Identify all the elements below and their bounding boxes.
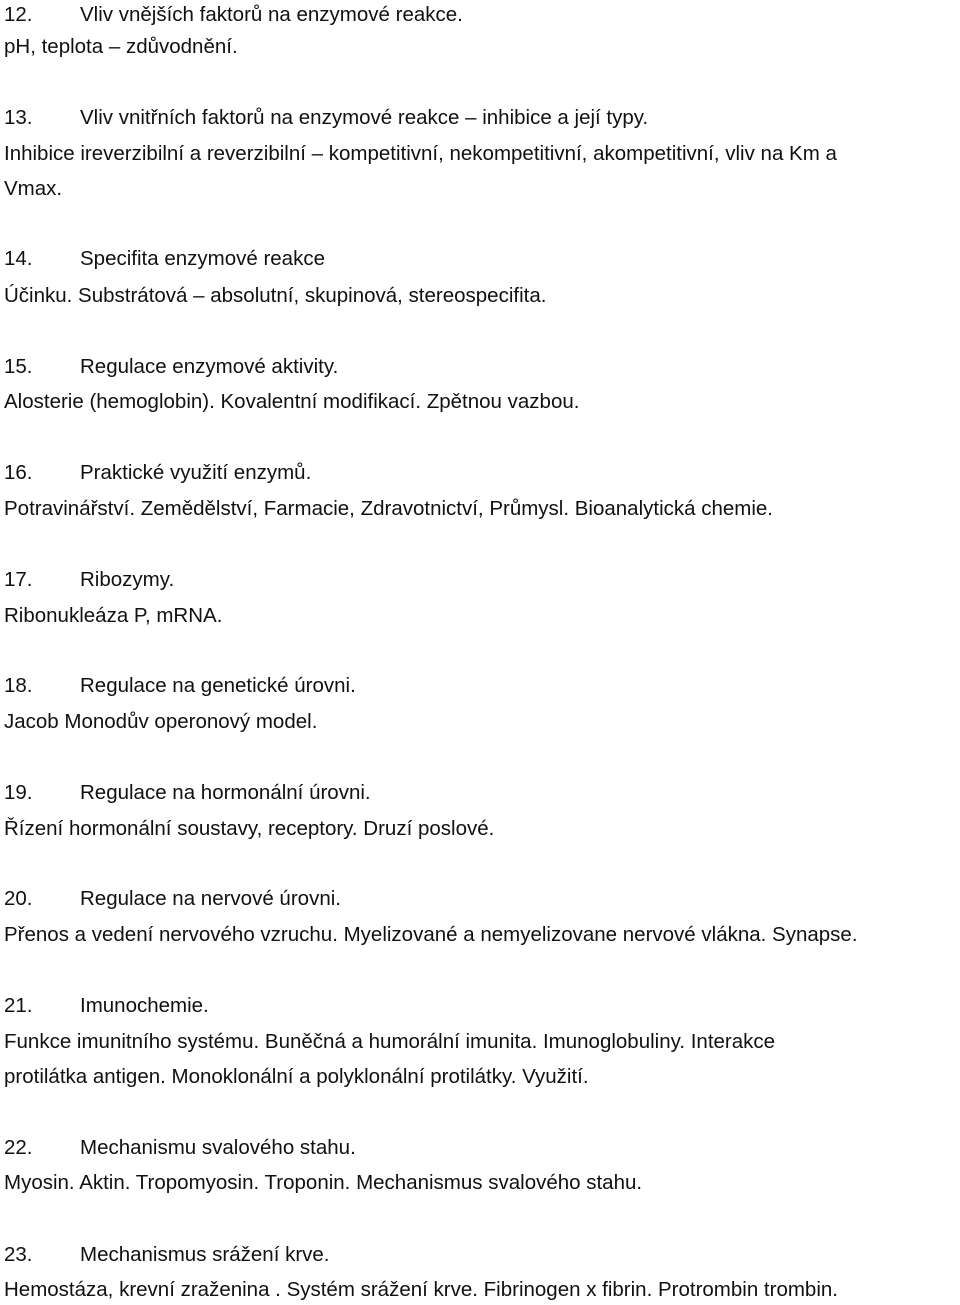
- section-number: 14.: [4, 247, 33, 270]
- section-heading-19: [4, 778, 371, 808]
- section-title: Regulace na nervové úrovni.: [80, 887, 341, 910]
- section-heading-23: [4, 1240, 330, 1270]
- section-title: Praktické využití enzymů.: [80, 461, 312, 484]
- section-text: Vmax.: [4, 177, 63, 200]
- section-body-12-line-1: [4, 32, 238, 62]
- section-text: Hemostáza, krevní zraženina . Systém srážení krve. Fibrinogen x fibrin. Protrombin trombin.: [4, 1278, 838, 1301]
- section-body-13-line-1: [4, 139, 837, 169]
- section-body-21-line-1: [4, 1027, 775, 1057]
- section-text: pH, teplota – zdůvodnění.: [4, 35, 238, 58]
- section-text: protilátka antigen. Monoklonální a polyklonální protilátky. Využití.: [4, 1065, 589, 1088]
- section-number: 23.: [4, 1243, 33, 1266]
- section-body-21-line-2: [4, 1062, 589, 1092]
- section-text: Potravinářství. Zemědělství, Farmacie, Zdravotnictví, Průmysl. Bioanalytická chemie.: [4, 497, 774, 520]
- section-number: 15.: [4, 355, 33, 378]
- section-title: Vliv vnějších faktorů na enzymové reakce.: [80, 3, 463, 26]
- section-body-19-line-1: [4, 814, 494, 844]
- section-number: 16.: [4, 461, 33, 484]
- section-body-23-line-1: [4, 1275, 838, 1305]
- section-title: Mechanismu svalového stahu.: [80, 1136, 356, 1159]
- section-heading-22: [4, 1133, 356, 1163]
- section-heading-16: [4, 458, 311, 488]
- section-text: Alosterie (hemoglobin). Kovalentní modifikací. Zpětnou vazbou.: [4, 390, 580, 413]
- section-title: Specifita enzymové reakce: [80, 247, 325, 270]
- section-number: 13.: [4, 106, 33, 129]
- section-text: Funkce imunitního systému. Buněčná a humorální imunita. Imunoglobuliny. Interakce: [4, 1030, 776, 1053]
- section-text: Přenos a vedení nervového vzruchu. Myelizované a nemyelizovane nervové vlákna. Synapse.: [4, 923, 858, 946]
- section-number: 18.: [4, 674, 33, 697]
- section-text: Řízení hormonální soustavy, receptory. Druzí poslové.: [4, 817, 495, 840]
- section-text: Účinku. Substrátová – absolutní, skupinová, stereospecifita.: [4, 284, 547, 307]
- section-text: Ribonukleáza P, mRNA.: [4, 604, 223, 627]
- section-title: Regulace enzymové aktivity.: [80, 355, 339, 378]
- section-number: 12.: [4, 3, 33, 26]
- section-heading-13: [4, 103, 648, 133]
- section-text: Inhibice ireverzibilní a reverzibilní – kompetitivní, nekompetitivní, akompetitivní, vliv na Km a: [4, 142, 837, 165]
- section-body-18-line-1: [4, 707, 317, 737]
- section-body-22-line-1: [4, 1168, 642, 1198]
- section-body-15-line-1: [4, 387, 579, 417]
- section-title: Regulace na genetické úrovni.: [80, 674, 356, 697]
- section-body-20-line-1: [4, 920, 858, 950]
- section-heading-20: [4, 884, 341, 914]
- section-heading-12: [4, 0, 463, 30]
- section-number: 17.: [4, 568, 33, 591]
- section-heading-18: [4, 671, 356, 701]
- section-body-14-line-1: [4, 281, 546, 311]
- section-heading-21: [4, 991, 209, 1021]
- section-heading-17: [4, 565, 174, 595]
- section-heading-14: [4, 244, 325, 274]
- section-title: Imunochemie.: [80, 994, 209, 1017]
- section-number: 21.: [4, 994, 33, 1017]
- section-title: Ribozymy.: [80, 568, 175, 591]
- section-number: 19.: [4, 781, 33, 804]
- section-heading-15: [4, 352, 338, 382]
- section-title: Vliv vnitřních faktorů na enzymové reakce – inhibice a její typy.: [80, 106, 649, 129]
- section-body-16-line-1: [4, 494, 773, 524]
- section-body-17-line-1: [4, 601, 222, 631]
- section-title: Regulace na hormonální úrovni.: [80, 781, 371, 804]
- section-title: Mechanismus srážení krve.: [80, 1243, 330, 1266]
- section-number: 22.: [4, 1136, 33, 1159]
- section-text: Jacob Monodův operonový model.: [4, 710, 318, 733]
- section-text: Myosin. Aktin. Tropomyosin. Troponin. Mechanismus svalového stahu.: [4, 1171, 643, 1194]
- section-number: 20.: [4, 887, 33, 910]
- section-body-13-line-2: [4, 174, 62, 204]
